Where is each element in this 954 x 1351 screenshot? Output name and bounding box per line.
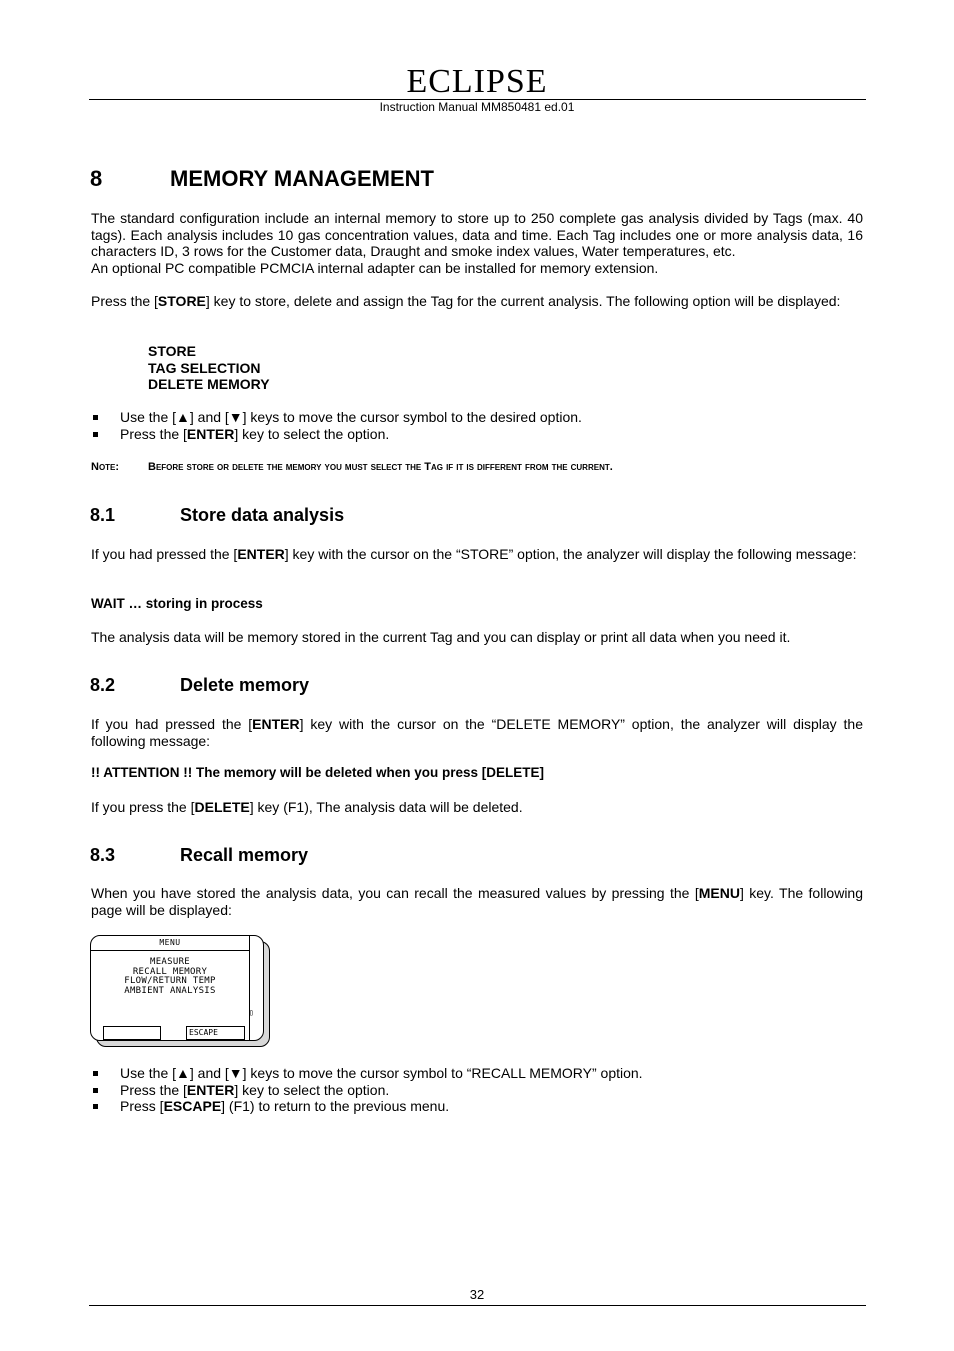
enter-key-label: ENTER (186, 425, 235, 442)
eclipse-logo: ECLIPSE (406, 63, 548, 100)
recall-bullets (91, 1065, 863, 1115)
section-number: 8 (90, 166, 103, 191)
option-tag-selection: TAG SELECTION (148, 359, 261, 376)
lcd-softkey-left (103, 1026, 161, 1040)
bullet-item (91, 1098, 863, 1115)
lcd-item-flow-return-temp: FLOW/RETURN TEMP (124, 976, 216, 987)
section-number: 8.1 (90, 505, 116, 525)
section-title: Store data analysis (180, 505, 345, 525)
footer-rule (89, 1305, 866, 1306)
text-run: Press the [ (91, 293, 158, 309)
note-text: Before store or delete the memory you must select the Tag if it is different from the current. (148, 461, 613, 473)
intro-paragraph (91, 210, 863, 277)
text-run: ] key to select the option. (234, 425, 390, 442)
section-title: Delete memory (180, 675, 310, 695)
attention-message: !! ATTENTION !! The memory will be deleted when you press [DELETE] (91, 765, 545, 780)
text-run: Press [ (120, 1098, 164, 1115)
option-store: STORE (148, 343, 196, 359)
bullet-item (91, 426, 863, 443)
delete-memory-paragraph (91, 716, 863, 749)
section-number: 8.3 (90, 845, 116, 865)
section-8-1-heading (90, 504, 344, 526)
enter-key-label: ENTER (252, 716, 300, 732)
section-number: 8.2 (90, 675, 116, 695)
storing-message: WAIT … storing in process (91, 596, 263, 611)
manual-reference: Instruction Manual MM850481 ed.01 (379, 100, 575, 114)
escape-key-label: ESCAPE (163, 1098, 222, 1115)
store-options-list (148, 343, 270, 393)
text-run: ] key (F1), The analysis data will be deleted. (249, 799, 523, 815)
section-8-3-heading (90, 844, 308, 866)
battery-icon: ▯ (249, 1008, 254, 1017)
lcd-item-recall-memory: RECALL MEMORY (132, 966, 208, 977)
text-run: ] key. The following page will be displayed: (91, 885, 864, 918)
text-run: ] key to select the option. (234, 1081, 390, 1098)
store-key-label: STORE (157, 293, 206, 309)
lcd-item-measure: MEASURE (149, 957, 191, 967)
bullet-item (91, 1065, 863, 1082)
delete-key-label: DELETE (194, 799, 250, 815)
text-run: Press the [ (120, 1081, 187, 1098)
text-run: When you have stored the analysis data, you can recall the measured values by pressing the [ (91, 885, 699, 901)
text-run: If you press the [ (91, 799, 195, 815)
lcd-item-ambient-analysis: AMBIENT ANALYSIS (124, 985, 216, 996)
bullet-item (91, 409, 863, 426)
section-8-heading (90, 166, 434, 192)
enter-key-label: ENTER (237, 546, 285, 562)
text-run: ] key to store, delete and assign the Tag for the current analysis. The following option will be displayed: (205, 293, 841, 309)
lcd-menu-screen (90, 935, 270, 1047)
bullet-item (91, 1082, 863, 1099)
stored-paragraph: The analysis data will be memory stored in the current Tag and you can display or print all data when you need it. (91, 629, 791, 645)
menu-key-label: MENU (698, 885, 740, 901)
text-run: ] key with the cursor on the “STORE” option, the analyzer will display the following message: (284, 546, 857, 562)
enter-key-label: ENTER (186, 1081, 235, 1098)
intro-text: The standard configuration include an internal memory to store up to 250 complete gas analysis divided by Tags (max. 40 tags). Each analysis includes 10 gas concentration values, data and time. Each Tag includes one or more analysis data, 16 characters ID, 3 rows for the Customer data, Draught and smoke index values, Water temperatures, etc. (91, 210, 863, 260)
text-run: ] (F1) to return to the previous menu. (221, 1098, 450, 1115)
note (91, 460, 613, 474)
lcd-menu-list (91, 958, 249, 996)
intro-text-2: An optional PC compatible PCMCIA internal adapter can be installed for memory extension. (91, 260, 659, 277)
note-label: Note: (91, 461, 120, 473)
text-run: If you had pressed the [ (91, 546, 238, 562)
recall-memory-paragraph (91, 885, 863, 918)
lcd-softkey-escape: ESCAPE (186, 1026, 245, 1040)
delete-key-paragraph (91, 799, 863, 816)
section-title: Recall memory (180, 845, 309, 865)
text-run: Press the [ (120, 425, 187, 442)
bullet-text: Use the [▲] and [▼] keys to move the cursor symbol to the desired option. (120, 409, 582, 425)
store-analysis-paragraph (91, 546, 863, 563)
text-run: If you had pressed the [ (91, 716, 253, 732)
section-8-2-heading (90, 674, 309, 696)
store-key-paragraph (91, 293, 863, 310)
bullet-text: Use the [▲] and [▼] keys to move the cursor symbol to “RECALL MEMORY” option. (120, 1065, 643, 1081)
store-bullets (91, 409, 863, 442)
page-number: 32 (469, 1287, 485, 1302)
section-title: MEMORY MANAGEMENT (170, 166, 434, 191)
text-run: ] key with the cursor on the “DELETE MEMORY” option, the analyzer will display the following message: (91, 716, 863, 749)
lcd-sidebar-divider (249, 936, 250, 1040)
lcd-face (90, 935, 264, 1041)
lcd-title: MENU (91, 936, 249, 951)
option-delete-memory: DELETE MEMORY (148, 376, 270, 393)
